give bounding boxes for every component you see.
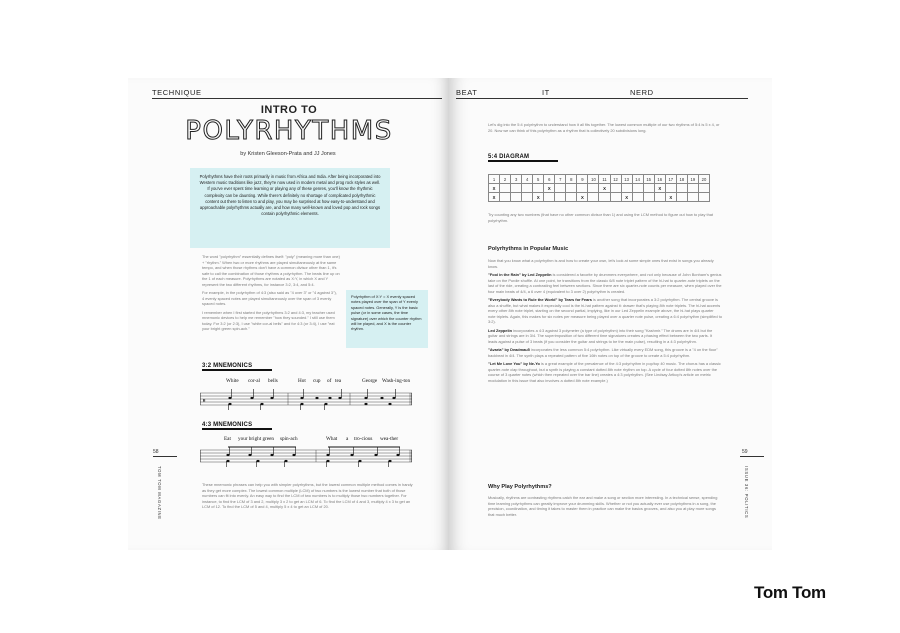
- left-page: [128, 78, 450, 550]
- svg-text:𝄥: 𝄥: [203, 397, 206, 405]
- lyric-word: a: [346, 436, 349, 442]
- article-title: POLYRHYTHMS: [185, 116, 393, 146]
- lyric-word: of: [327, 378, 332, 384]
- diagram-count-cell: 4: [522, 175, 533, 184]
- diagram-hit-cell: [599, 193, 610, 202]
- diagram-hit-cell: [698, 193, 709, 202]
- diagram-hit-cell: [500, 184, 511, 193]
- diagram-hit-cell: [687, 184, 698, 193]
- diagram-hit-cell: [533, 184, 544, 193]
- diagram-count-cell: 18: [676, 175, 687, 184]
- diagram-count-cell: 3: [511, 175, 522, 184]
- lyric-word: Hot: [298, 378, 306, 384]
- song-title: "Fool in the Rain" by Led Zeppelin: [488, 272, 552, 277]
- heading-text: 5:4 DIAGRAM: [488, 154, 530, 160]
- diagram-hit-cell: [621, 184, 632, 193]
- diagram-hit-cell: [566, 193, 577, 202]
- diagram-hit-cell: [588, 184, 599, 193]
- song-text: incorporates a 4:3 against 3 polymeter (a type of polyrhythm) into their song "Kashmir." The drums are in 4/4 but the guitar and strings are in 3/4. The superimposition of two different time signatures creates a phasing effect between the two parts. It leads against a pulse of 3 beats (if you consider the guitar and strings to be the main pulse), resulting in a 4:3 polyrhythm.: [488, 327, 713, 344]
- diagram-hit-cell: [588, 193, 599, 202]
- diagram-count-cell: 15: [643, 175, 654, 184]
- diagram-hit-cell: [555, 184, 566, 193]
- song-title: "Everybody Wants to Rule the World" by Tears for Fears: [488, 297, 592, 302]
- diagram-hit-cell: [687, 193, 698, 202]
- lyric-word: cor-al: [248, 378, 260, 384]
- diagram-row-five: [489, 184, 710, 193]
- heading-underline: [202, 369, 272, 371]
- brand-logo-text: Tom Tom: [754, 583, 826, 602]
- diagram-hit-cell: X: [654, 184, 665, 193]
- song-title: "Let Me Love You" by Ne-Yo: [488, 361, 540, 366]
- popular-music-heading: Polyrhythms in Popular Music: [488, 246, 569, 252]
- diagram-row-four: [489, 193, 710, 202]
- article-kicker: INTRO TO: [260, 104, 318, 116]
- song-paragraph: [488, 328, 722, 345]
- page-number: 58: [153, 449, 159, 455]
- top-paragraph: Let's dig into the 5:4 polyrhythm to understand how it all fits together. The lowest common multiple of our two rhythms of 5:4 is 5 x 4, or 20. Now we can think of this polyrhythm as a rhythm that is collectively 20 subdivisions long.: [488, 122, 720, 133]
- right-page: [450, 78, 772, 550]
- diagram-hit-cell: X: [621, 193, 632, 202]
- body-paragraph: These mnemonic phrases can help you with simpler polyrhythms, but the lowest common multiple method comes in handy as they get more complex. The lowest common multiple (LCM) of two numbers is the lowest number that both of those numbers can fit into evenly. An easy way to find the LCM of two numbers is to multiply those two numbers together. For instance, to find the LCM of 3 and 2, multiply 3 x 2 to get an LCM of 6. To find the LCM of 4 and 3, multiply 4 x 3 to get an LCM of 12. To find the LCM of 5 and 4, multiply 5 x 4 to get an LCM of 20.: [202, 482, 413, 509]
- polyrhythm-diagram: [488, 174, 710, 202]
- lyric-word: tro-cious: [354, 436, 373, 442]
- song-text: is a great example of the prevalence of the 4:3 polyrhythm in pop/top 40 music. The chorus has a classic quarter-note clap throughout, but a synth is playing a constant dotted 8th note rhythm on top. A cycle of four dotted 8th notes over the course of 3 quarter notes (which then repeated over the bar line) creates a 4:3 polyrhythm. (See Lindsay Artkop's article on metric modulation in this issue that also involves a dotted 8th note example.): [488, 361, 721, 383]
- page-number: 59: [742, 449, 748, 455]
- body-column: [202, 254, 340, 335]
- diagram-hit-cell: X: [489, 184, 500, 193]
- diagram-count-cell: 12: [610, 175, 621, 184]
- section-word: BEAT: [456, 88, 478, 97]
- diagram-hit-cell: [676, 193, 687, 202]
- lyric-word: What: [326, 436, 338, 442]
- byline: by Kristen Gleeson-Prata and JJ Jones: [240, 151, 336, 157]
- popular-intro: Now that you know what a polyrhythm is and how to create your own, let's look at some simple ones that exist in songs you already know.: [488, 258, 714, 269]
- lyric-word: Eat: [224, 436, 231, 442]
- diagram-hit-cell: [577, 184, 588, 193]
- music-staff-32: [200, 387, 412, 411]
- diagram-count-cell: 7: [555, 175, 566, 184]
- lyric-word: tea: [335, 378, 342, 384]
- diagram-hit-cell: X: [489, 193, 500, 202]
- diagram-count-cell: 1: [489, 175, 500, 184]
- diagram-hit-cell: [500, 193, 511, 202]
- diagram-hit-cell: [610, 184, 621, 193]
- diagram-count-cell: 17: [665, 175, 676, 184]
- diagram-count-cell: 20: [698, 175, 709, 184]
- magazine-spread: [128, 78, 772, 550]
- diagram-hit-cell: [522, 193, 533, 202]
- definition-box: Polyrhythm of X:Y = X evenly spaced notes played over the span of Y evenly spaced notes. Generally, Y is the basic pulse (or in some cases, the time signature) over which the counter rhythm will be played, and X is the counter rhythm.: [346, 290, 428, 348]
- diagram-count-cell: 2: [500, 175, 511, 184]
- diagram-hit-cell: X: [544, 184, 555, 193]
- diagram-hit-cell: [643, 184, 654, 193]
- intro-text: Polyrhythms have their roots primarily in music from Africa and India. After being incorporated into Western music traditions like jazz, they're now used in modern metal and prog rock styles as well. If you've ever spent time learning or playing any of these genres, you'll know the rhythmic complexity can be daunting. While there's definitely no shortage of complicated polyrhythmic content out there to listen to and play, you may be surprised at how easy-to-understand and approachable polyrhythms actually are, and how many well-known and loved pop and rock songs contain polyrhythmic elements.: [199, 174, 381, 217]
- diagram-hit-cell: [610, 193, 621, 202]
- song-text: is another song that incorporates a 3:2 polyrhythm. The central groove is also a shuffle, but what makes it especially cool is the hi-hat pattern against it: drawer that's playing 8th note triplets. The hi-hat accents every other 8th note triplet, starting on the second partial, implying, like in our Led Zeppelin example above, the hi-hat plays quarter note triplets. Again, this makes for six notes per measure being played over a quarter note pulse, creating a 6:4 polyrhythm (simplified to 3:2).: [488, 297, 722, 324]
- header-rule: [152, 98, 442, 99]
- diagram-hit-cell: [522, 184, 533, 193]
- diagram-count-cell: 9: [577, 175, 588, 184]
- lyrics-32: [200, 378, 412, 386]
- header-rule: [456, 98, 748, 99]
- issue-vertical-label: ISSUE 36: POLITICS: [744, 466, 749, 519]
- diagram-count-cell: 11: [599, 175, 610, 184]
- lyrics-43: [200, 436, 412, 444]
- diagram-heading: [488, 154, 558, 161]
- music-staff-43: [200, 444, 412, 468]
- page-number-rule: [153, 456, 177, 457]
- song-paragraph: [488, 361, 722, 383]
- diagram-count-cell: 8: [566, 175, 577, 184]
- after-diagram-paragraph: Try counting any two numbers (that have no other common divisor than 1) and using the LCM method to figure out how to play that polyrhythm.: [488, 212, 713, 223]
- mnemonics-heading-32: [202, 363, 272, 370]
- diagram-hit-cell: [511, 184, 522, 193]
- lyric-word: Wash-ing-ton: [382, 378, 411, 384]
- song-title: Led Zeppelin: [488, 327, 512, 333]
- diagram-count-cell: 14: [632, 175, 643, 184]
- diagram-count-cell: 19: [687, 175, 698, 184]
- diagram-hit-cell: [643, 193, 654, 202]
- diagram-hit-cell: X: [599, 184, 610, 193]
- magazine-vertical-label: TOM TOM MAGAZINE: [157, 466, 162, 520]
- diagram-hit-cell: [632, 184, 643, 193]
- popular-music-body: [488, 258, 722, 386]
- diagram-hit-cell: [511, 193, 522, 202]
- song-paragraph: [488, 272, 722, 294]
- diagram-hit-cell: [555, 193, 566, 202]
- section-word: NERD: [630, 88, 654, 97]
- lyric-word: White: [226, 378, 239, 384]
- body-footer: [202, 482, 416, 513]
- diagram-hit-cell: [698, 184, 709, 193]
- diagram-number-row: [489, 175, 710, 184]
- body-paragraph: I remember when I first started the polyrhythms 3:2 and 4:3, my teacher used mnemonic devices to help me remember "how they sounded." I still use them today. For 3:2 (or 2:3), I use "white cor-al bells" and for 4:3 (or 3:4), I use "eat your bright green spin-ach.": [202, 309, 335, 331]
- why-paragraph: Musically, rhythms are contrasting rhythms catch the ear and make a song or section more interesting. In a technical sense, spending time learning polyrhythms can greatly improve your drumming skills. Whether or not you actually ever use polyrhythms in a song, the precision, coordination, and timing it takes to master them in practice can make the basics grooves, and also you at play more songs that much better.: [488, 495, 718, 517]
- diagram-hit-cell: [544, 193, 555, 202]
- heading-underline: [202, 428, 272, 430]
- diagram-hit-cell: [566, 184, 577, 193]
- heading-text: 4:3 MNEMONICS: [202, 422, 253, 428]
- diagram-hit-cell: [654, 193, 665, 202]
- lyric-word: spin-ach: [280, 436, 298, 442]
- lyric-word: your bright green: [238, 436, 275, 442]
- diagram-hit-cell: [632, 193, 643, 202]
- heading-text: 3:2 MNEMONICS: [202, 363, 253, 369]
- lyric-word: wea-ther: [380, 436, 399, 442]
- diagram-count-cell: 10: [588, 175, 599, 184]
- section-label: TECHNIQUE: [152, 88, 202, 97]
- song-text: is considered a favorite by drummers everywhere, and not only because of John Bonham's genius take on the Purdie shuffle. At one point, he transitions from the classic 6/8 note triplet pattern of the hi-hat to quarter-note triplets on the last of the ride, creating a contrasting feel between sections. Since there are six quarter-note counts per measure, when played over the four main beats of 4/4, a 6 over 4 (equivalent to 3 over 2) polyrhythm is created.: [488, 272, 722, 294]
- lyric-word: cup: [313, 378, 321, 384]
- page-number-rule: [740, 456, 764, 457]
- why-heading: Why Play Polyrhythms?: [488, 484, 552, 490]
- song-paragraph: [488, 347, 722, 358]
- song-paragraph: [488, 297, 722, 325]
- diagram-hit-cell: X: [533, 193, 544, 202]
- diagram-count-cell: 13: [621, 175, 632, 184]
- diagram-hit-cell: X: [665, 193, 676, 202]
- diagram-hit-cell: X: [577, 193, 588, 202]
- diagram-table: [488, 174, 710, 202]
- diagram-count-cell: 16: [654, 175, 665, 184]
- diagram-hit-cell: [665, 184, 676, 193]
- diagram-count-cell: 6: [544, 175, 555, 184]
- diagram-count-cell: 5: [533, 175, 544, 184]
- song-text: incorporates the less common 5:4 polyrhythm. Like virtually every EDM song, this groove is a "4 on the floor" backbeat in 4/4. The synth plays a repeated pattern of five 16th notes on top of the groove to create a 5:4 polyrhythm.: [488, 347, 718, 358]
- lyric-word: bells: [268, 378, 278, 384]
- intro-box: [190, 168, 390, 248]
- heading-underline: [488, 160, 558, 162]
- mnemonics-heading-43: [202, 422, 272, 429]
- body-paragraph: The word "polyrhythm" essentially defines itself: "poly" (meaning more than one) + "rhythm." When two or more rhythms are played simultaneously at the same tempo, and when those rhythms don't have a common divisor other than 1, it's safe to call the combination of those rhythms a polyrhythm. The beats line up on the 1 of each measure. Polyrhythms are notated as X:Y, in which X and Y represent the two different rhythms, for instance 3:2, 3:4, and 5:4.: [202, 254, 340, 287]
- diagram-hit-cell: [676, 184, 687, 193]
- body-paragraph: For example, in the polyrhythm of 4:3 (also said as "4 over 3" or "4 against 3"), 4 evenly spaced notes are played simultaneously over the span of 3 evenly spaced notes.: [202, 290, 337, 306]
- lyric-word: George: [362, 378, 378, 384]
- song-title: "Avaria" by Deadmau5: [488, 347, 530, 352]
- section-word: IT: [542, 88, 550, 97]
